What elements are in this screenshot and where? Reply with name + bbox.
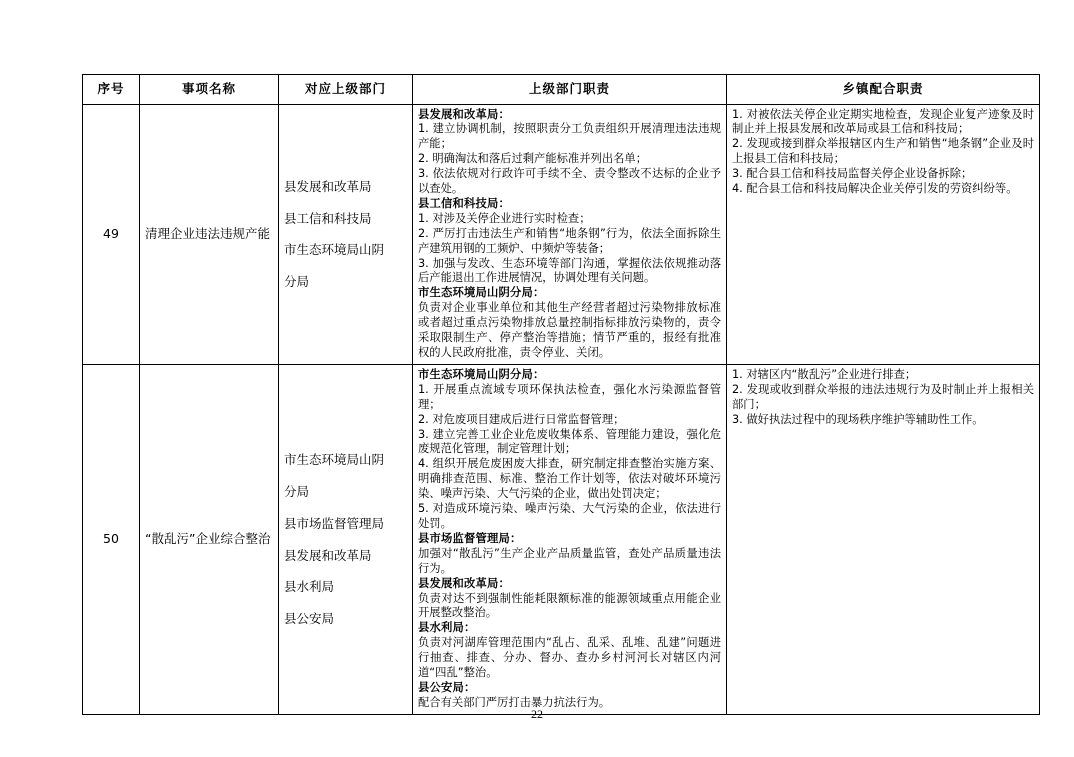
duty-line: 3. 依法依规对行政许可手续不全、责令整改不达标的企业予以查处。 <box>418 167 721 196</box>
dept-line: 县水利局 <box>284 579 335 595</box>
duty-line: 2. 严厉打击违法生产和销售“地条钢”行为，依法全面拆除生产建筑用钢的工频炉、中频炉等装备； <box>418 226 721 255</box>
duty-block <box>418 368 721 532</box>
duty-block <box>418 197 721 286</box>
duty-line: 配合有关部门严厉打击暴力抗法行为。 <box>418 695 611 709</box>
dept-line: 分局 <box>284 274 310 290</box>
duty-block-title: 县发展和改革局： <box>418 107 510 121</box>
dept-line: 分局 <box>284 483 310 499</box>
duty-line: 加强对“散乱污”生产企业产品质量监管，查处产品质量违法行为。 <box>418 546 721 575</box>
row-upper-dept <box>279 364 413 714</box>
duty-block <box>418 577 721 622</box>
row-item-name: “散乱污”企业综合整治 <box>140 364 279 714</box>
town-duty-line: 3. 配合县工信和科技局监督关停企业设备拆除； <box>732 167 973 181</box>
town-duty-line: 1. 对被依法关停企业定期实地检查，发现企业复产迹象及时制止并上报县发展和改革局或县工信和科技局； <box>732 107 1034 136</box>
town-duty-line: 4. 配合县工信和科技局解决企业关停引发的劳资纠纷等。 <box>732 182 1018 196</box>
row-town-duty <box>727 364 1040 714</box>
town-duty-line: 2. 发现或收到群众举报的违法违规行为及时制止并上报相关部门； <box>732 382 1034 411</box>
dept-line: 市生态环境局山阴 <box>284 242 385 258</box>
duty-line: 负责对企业事业单位和其他生产经营者超过污染物排放标准或者超过重点污染物排放总量控制指标排放污染物的，责令采取限制生产、停产整治等措施；情节严重的，报经有批准权的人民政府批准，责令停业、关闭。 <box>418 301 721 359</box>
responsibility-table <box>82 74 1040 715</box>
town-duty-line: 3. 做好执法过程中的现场秩序维护等辅助性工作。 <box>732 412 984 426</box>
dept-line: 县市场监督管理局 <box>284 515 385 531</box>
row-upper-duty <box>413 364 727 714</box>
duty-line: 1. 开展重点流域专项环保执法检查，强化水污染源监督管理； <box>418 382 721 411</box>
duty-line: 3. 建立完善工业企业危废收集体系、管理能力建设，强化危废规范化管理，制定管理计划； <box>418 427 721 456</box>
town-duty-line: 1. 对辖区内“散乱污”企业进行排查； <box>732 367 917 381</box>
row-number: 50 <box>83 364 140 714</box>
table-row <box>83 104 1040 364</box>
duty-block-title: 县市场监督管理局： <box>418 531 522 545</box>
dept-line: 县发展和改革局 <box>284 547 372 563</box>
row-town-duty <box>727 104 1040 364</box>
duty-line: 3. 加强与发改、生态环境等部门沟通，掌握依法依规推动落后产能退出工作进展情况，协调处理有关问题。 <box>418 256 721 285</box>
duty-line: 负责对达不到强制性能耗限额标准的能源领域重点用能企业开展整改整治。 <box>418 591 721 620</box>
row-item-name: 清理企业违法违规产能 <box>140 104 279 364</box>
duty-line: 1. 对涉及关停企业进行实时检查； <box>418 211 591 225</box>
duty-block <box>418 286 721 361</box>
duty-block-title: 市生态环境局山阴分局： <box>418 367 545 381</box>
column-header-no: 序号 <box>83 75 140 105</box>
column-header-item-name: 事项名称 <box>140 75 279 105</box>
duty-block <box>418 532 721 577</box>
row-upper-dept <box>279 104 413 364</box>
page-number: 22 <box>531 707 543 721</box>
table-header <box>83 75 1040 105</box>
duty-block-title: 县公安局： <box>418 680 476 694</box>
dept-line: 市生态环境局山阴 <box>284 451 385 467</box>
row-upper-duty <box>413 104 727 364</box>
column-header-town-duty: 乡镇配合职责 <box>727 75 1040 105</box>
table-body <box>83 104 1040 714</box>
table-header-row <box>83 75 1040 105</box>
duty-line: 负责对河湖库管理范围内“乱占、乱采、乱堆、乱建”问题进行抽查、排查、分办、督办、查办乡村河河长对辖区内河道“四乱”整治。 <box>418 636 721 680</box>
duty-line: 2. 对危废项目建成后进行日常监督管理； <box>418 412 625 426</box>
table-row <box>83 364 1040 714</box>
duty-line: 2. 明确淘汰和落后过剩产能标准并列出名单； <box>418 152 648 166</box>
duty-line: 4. 组织开展危废困废大排查，研究制定排查整治实施方案、明确排查范围、标准、整治工作计划等，依法对破坏环境污染、噪声污染、大气污染的企业，做出处罚决定； <box>418 457 721 501</box>
duty-block-title: 县工信和科技局： <box>418 196 510 210</box>
column-header-upper-duty: 上级部门职责 <box>413 75 727 105</box>
dept-line: 县发展和改革局 <box>284 178 372 194</box>
duty-block-title: 市生态环境局山阴分局： <box>418 286 545 300</box>
duty-block <box>418 621 721 681</box>
duty-line: 5. 对造成环境污染、噪声污染、大气污染的企业，依法进行处罚。 <box>418 502 721 530</box>
row-number: 49 <box>83 104 140 364</box>
dept-line: 县公安局 <box>284 611 335 627</box>
column-header-upper-dept: 对应上级部门 <box>279 75 413 105</box>
town-duty-line: 2. 发现或接到群众举报辖区内生产和销售“地条钢”企业及时上报县工信和科技局； <box>732 137 1034 166</box>
duty-block <box>418 108 721 197</box>
duty-block-title: 县发展和改革局： <box>418 576 510 590</box>
duty-block-title: 县水利局： <box>418 621 476 635</box>
dept-line: 县工信和科技局 <box>284 210 372 226</box>
duty-line: 1. 建立协调机制，按照职责分工负责组织开展清理违法违规产能； <box>418 122 721 151</box>
